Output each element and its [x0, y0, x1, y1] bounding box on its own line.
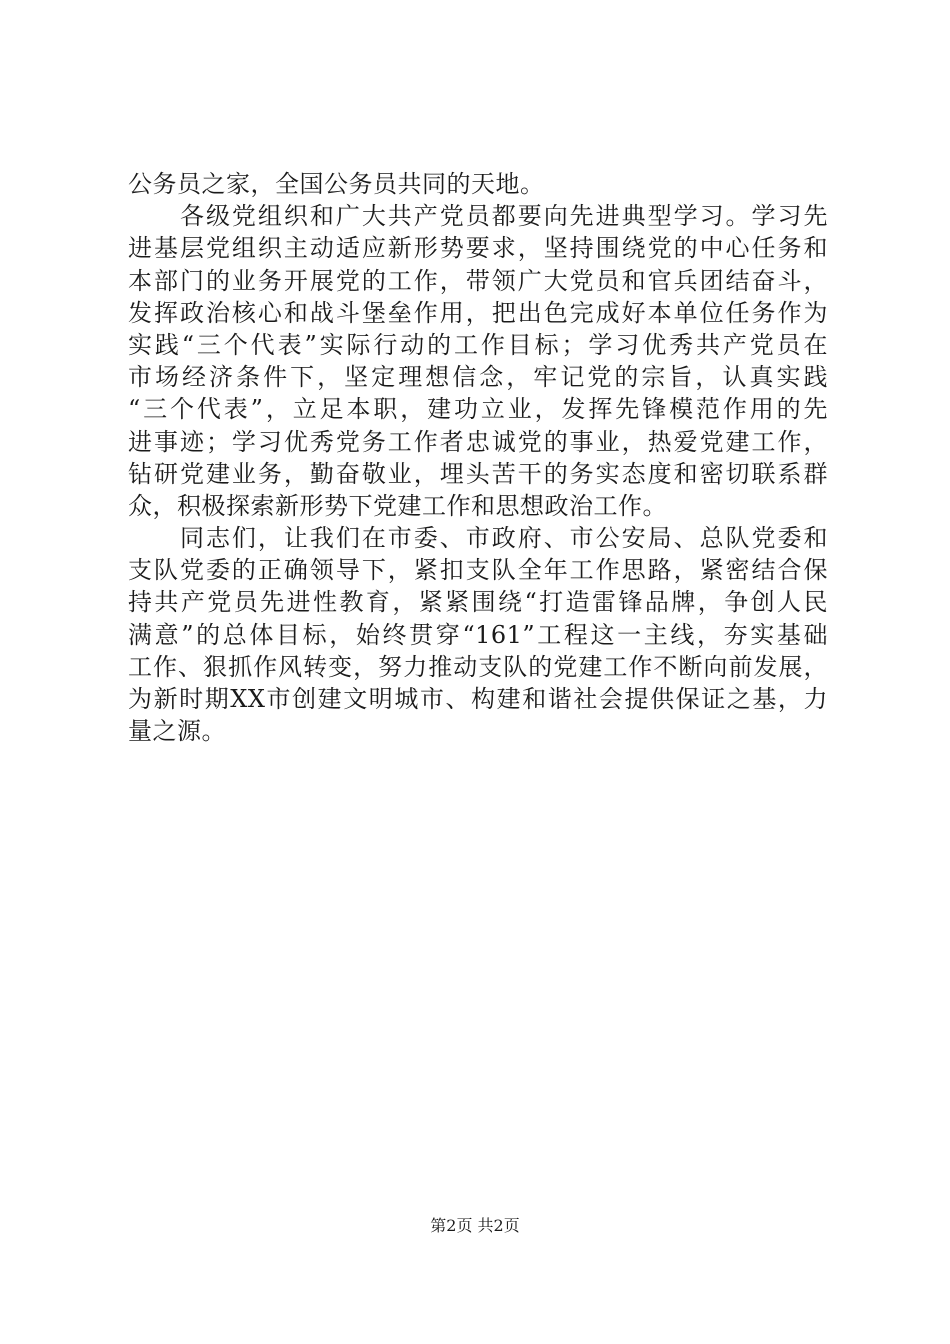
page-number-footer: 第2页 共2页	[430, 1216, 520, 1235]
text-line: 发挥政治核心和战斗堡垒作用，把出色完成好本单位任务作为	[128, 298, 828, 327]
text-line: 各级党组织和广大共产党员都要向先进典型学习。学习先	[128, 202, 828, 231]
text-line: 实践“三个代表”实际行动的工作目标；学习优秀共产党员在	[128, 330, 828, 359]
text-line: 为新时期XX市创建文明城市、构建和谐社会提供保证之基，力	[128, 685, 828, 713]
text-line: 支队党委的正确领导下，紧扣支队全年工作思路，紧密结合保	[128, 556, 828, 585]
text-line: 钻研党建业务，勤奋敬业，埋头苦干的务实态度和密切联系群	[128, 459, 828, 488]
text-line: 市场经济条件下，坚定理想信念，牢记党的宗旨，认真实践	[128, 363, 828, 392]
paragraph-3	[128, 522, 828, 747]
text-line: 众，积极探索新形势下党建工作和思想政治工作。	[128, 491, 667, 520]
text-line: 量之源。	[128, 717, 226, 746]
text-line: 进基层党组织主动适应新形势要求，坚持围绕党的中心任务和	[128, 234, 828, 263]
paragraph-1	[128, 168, 828, 200]
text-line: 进事迹；学习优秀党务工作者忠诚党的事业，热爱党建工作，	[128, 427, 828, 456]
text-line: 本部门的业务开展党的工作，带领广大党员和官兵团结奋斗，	[128, 266, 828, 295]
text-line: 满意”的总体目标，始终贯穿“161”工程这一主线，夯实基础	[128, 620, 828, 649]
text-line: 持共产党员先进性教育，紧紧围绕“打造雷锋品牌，争创人民	[128, 588, 828, 617]
text-line: 工作、狠抓作风转变，努力推动支队的党建工作不断向前发展，	[128, 652, 828, 681]
paragraph-2	[128, 200, 828, 522]
text-line: 公务员之家，全国公务员共同的天地。	[128, 170, 545, 198]
text-line: 同志们，让我们在市委、市政府、市公安局、总队党委和	[128, 524, 828, 553]
text-line: “三个代表”，立足本职，建功立业，发挥先锋模范作用的先	[128, 395, 828, 424]
document-body	[128, 168, 828, 747]
